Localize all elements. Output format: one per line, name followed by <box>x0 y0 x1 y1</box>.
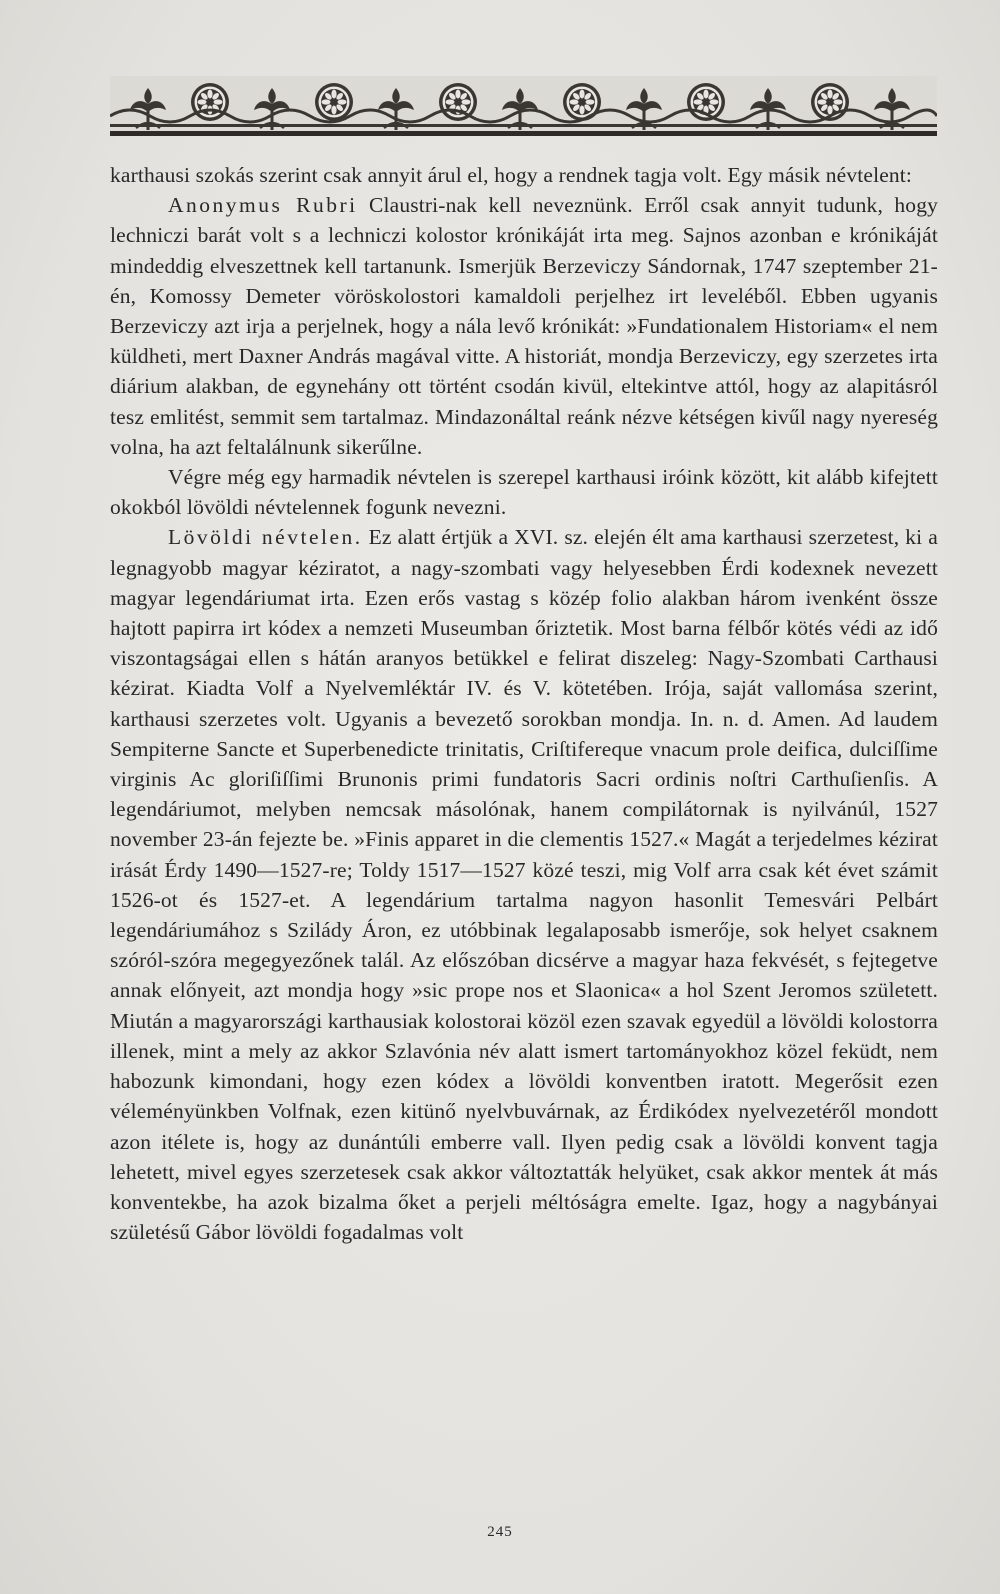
page-number: 245 <box>487 1524 513 1540</box>
heading-lovoldi-nevtelen: Lövöldi névtelen. <box>168 525 363 550</box>
heading-anonymus-rubri: Anonymus Rubri <box>168 193 358 218</box>
paragraph-1-text: karthausi szokás szerint csak annyit árul el, hogy a rendnek tagja volt. Egy másik névtelent: <box>110 163 913 187</box>
paragraph-2 <box>110 190 938 462</box>
paragraph-3-text: Végre még egy harmadik névtelen is szerepel karthausi iróink között, kit alább kifejtett okokból lövöldi névtelennek fogunk nevezni. <box>110 465 938 520</box>
main-text <box>110 160 938 1247</box>
paragraph-2-text: Claustri-nak kell neveznünk. Erről csak annyit tudunk, hogy lechniczi barát volt s a lechniczi kolostor krónikáját irta meg. Sajnos azonban e krónikáját mindeddig elveszettnek kell tartanunk. Ismerjük Berzeviczy Sándornak, 1747 szeptember 21-én, Komossy Demeter vöröskolostori kamaldoli perjelhez irt leveléből. Ebben ugyanis Berzeviczy azt irja a perjelnek, hogy a nála levő krónikát: »Fundationalem Historiam« el nem küldheti, mert Daxner András magával vitte. A historiát, mondja Berzeviczy, egy szerzetes irta diárium alakban, de egynehány ott történt csodán kivül, eltekintve attól, hogy az alapitásról tesz emlitést, semmit sem tartalmaz. Mindazonáltal reánk nézve kétségen kivűl nagy nyereség volna, ha azt feltalálnunk sikerűlne. <box>110 193 938 459</box>
floral-header-ornament <box>110 76 937 136</box>
paragraph-4 <box>110 522 938 1247</box>
paragraph-1 <box>110 160 938 190</box>
paragraph-4-text: Ez alatt értjük a XVI. sz. elején élt ama karthausi szerzetest, ki a legnagyobb magyar kéziratot, a nagy-szombati vagy helyesebben Érdi kodexnek nevezett magyar legendáriumat irta. Ezen erős vastag s közép folio alakban három ivenként össze hajtott papirra irt kódex a nemzeti Museumban őriztetik. Most barna félbőr kötés védi az idő viszontagságai ellen s hátán aranyos betükkel e felirat diszeleg: Nagy-Szombati Carthausi kézirat. Kiadta Volf a Nyelvemléktár IV. és V. kötetében. Irója, saját vallomása szerint, karthausi szerzetes volt. Ugyanis a bevezető sorokban mondja. In. n. d. Amen. Ad laudem Sempiterne Sancte et Superbenedicte trinitatis, Criſtifereque vnacum prole deifica, dulciſſime virginis Ac gloriſiſſimi Brunonis primi fundatoris Sacri ordinis noſtri Carthuſienſis. A legendáriumot, melyben nemcsak másolónak, hanem compilátornak is nyilvánúl, 1527 november 23-án fejezte be. »Finis apparet in die clementis 1527.« Magát a terjedelmes kézirat irását Érdy 1490—1527-re; Toldy 1517—1527 közé teszi, mig Volf arra csak két évet számit 1526-ot és 1527-et. A legendárium tartalma nagyon hasonlit Temesvári Pelbárt legendáriumához s Szilády Áron, ez utóbbinak legalaposabb ismerője, sok helyet csaknem szóról-szóra megegyezőnek talál. Az előszóban dicsérve a magyar haza fekvését, s fejtegetve annak előnyeit, azt mondja hogy »sic prope nos et Slaonica« a hol Szent Jeromos született. Miután a magyarországi karthausiak kolostorai közöl ezen szavak egyedül a lövöldi kolostorra illenek, mint a mely az akkor Szlavónia név alatt ismert tartományokhoz közel feküdt, nem habozunk kimondani, hogy ezen kódex a lövöldi konventben iratott. Megerősit ezen véleményünkben Volfnak, ezen kitünő nyelvbuvárnak, az Érdikódex nyelvezetéről mondott azon itélete is, hogy az dunántúli emberre vall. Ilyen pedig csak a lövöldi konvent tagja lehetett, mivel egyes szerzetesek csak akkor változtatták helyüket, csak akkor mentek át más konventekbe, ha azok bizalma őket a perjeli méltóságra emelte. Igaz, hogy a nagybányai születésű Gábor lövöldi fogadalmas volt <box>110 525 938 1245</box>
paragraph-3 <box>110 462 938 522</box>
